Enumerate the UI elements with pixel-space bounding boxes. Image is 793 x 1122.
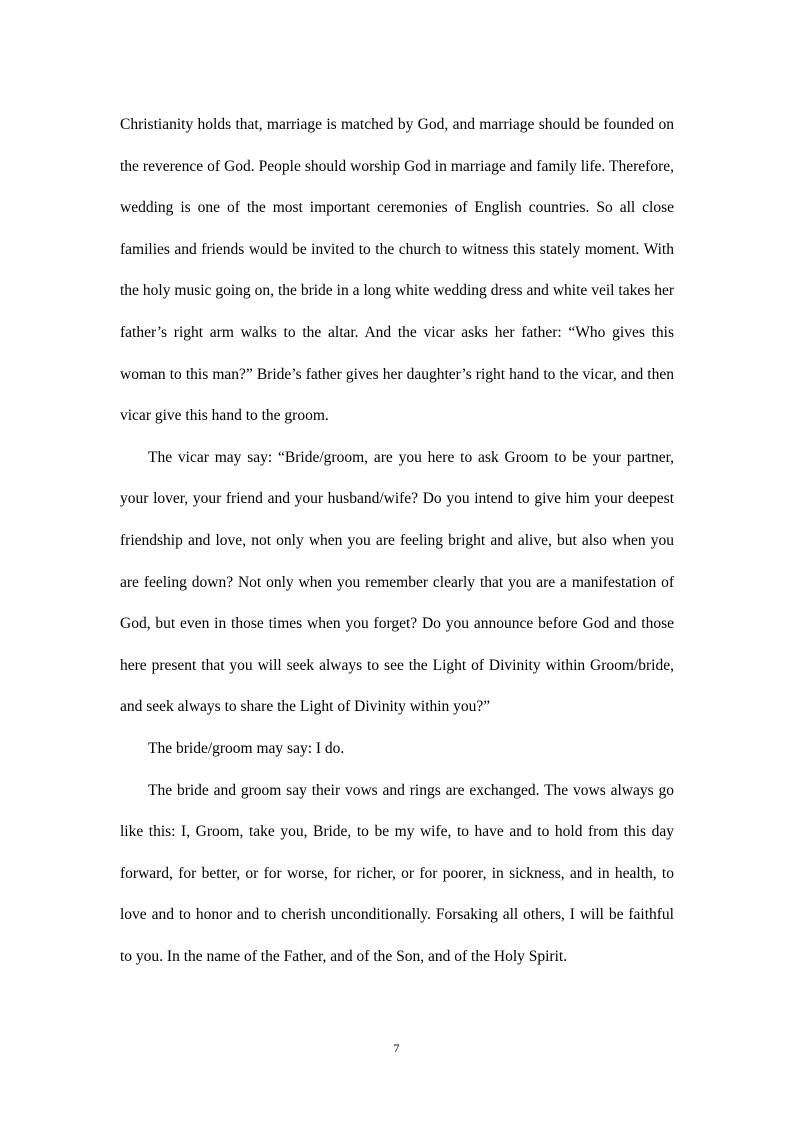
- page-number: 7: [393, 1041, 400, 1055]
- paragraph-response: The bride/groom may say: I do.: [148, 739, 345, 757]
- body-text: [120, 104, 674, 977]
- paragraph-vows: The bride and groom say their vows and rings are exchanged. The vows always go like this: I, Groom, take you, Bride, to be my wife, to have and to hold from this day forward, for better, or for worse, for richer, or for poorer, in sickness, and in health, to love and to honor and to cherish unconditionally. Forsaking all others, I will be faithful to you. In the name of the Father, and of the Son, and of the Holy Spirit.: [120, 781, 674, 965]
- paragraph-intro: Christianity holds that, marriage is matched by God, and marriage should be founded on the reverence of God. People should worship God in marriage and family life. Therefore, wedding is one of the most important ceremonies of English countries. So all close families and friends would be invited to the church to witness this stately moment. With the holy music going on, the bride in a long white wedding dress and white veil takes her father’s right arm walks to the altar. And the vicar asks her father: “Who gives this woman to this man?” Bride’s father gives her daughter’s right hand to the vicar, and then vicar give this hand to the groom.: [120, 116, 674, 425]
- paragraph-vicar-question: The vicar may say: “Bride/groom, are you here to ask Groom to be your partner, your lover, your friend and your husband/wife? Do you intend to give him your deepest friendship and love, not only when you are feeling bright and alive, but also when you are feeling down? Not only when you remember clearly that you are a manifestation of God, but even in those times when you forget? Do you announce before God and those here present that you will seek always to see the Light of Divinity within Groom/bride, and seek always to share the Light of Divinity within you?”: [120, 448, 674, 716]
